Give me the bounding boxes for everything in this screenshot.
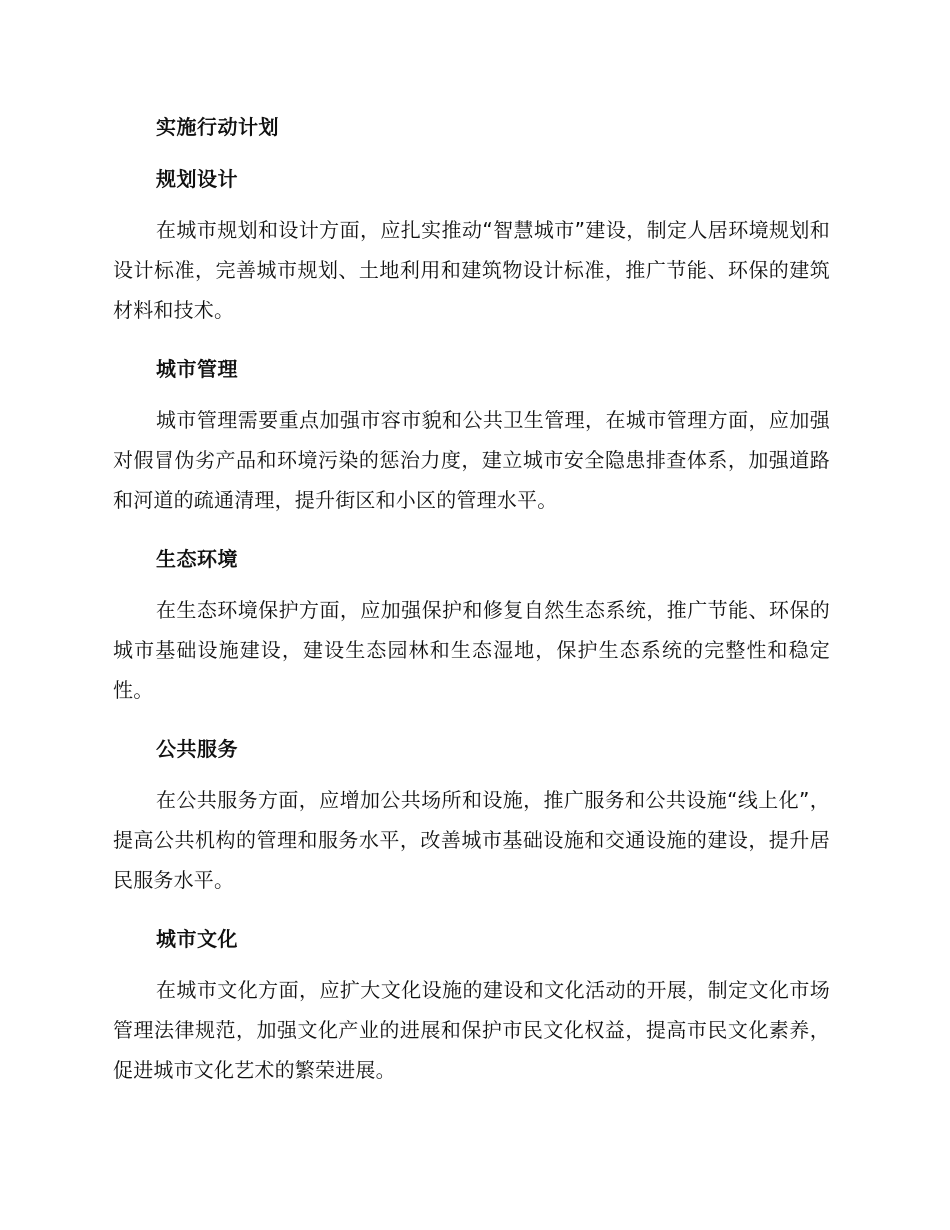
spacer xyxy=(113,528,830,538)
spacer xyxy=(113,390,830,400)
section-planning-design xyxy=(113,158,830,330)
document-content xyxy=(113,106,830,1098)
spacer xyxy=(113,908,830,918)
section-heading: 生态环境 xyxy=(156,547,238,571)
spacer xyxy=(113,718,830,728)
spacer xyxy=(113,770,830,780)
section-heading: 规划设计 xyxy=(156,167,238,191)
section-heading: 公共服务 xyxy=(156,737,238,761)
spacer xyxy=(113,960,830,970)
section-public-service xyxy=(113,728,830,900)
section-city-management xyxy=(113,348,830,520)
spacer xyxy=(113,200,830,210)
spacer xyxy=(113,148,830,158)
spacer xyxy=(113,580,830,590)
section-body: 在生态环境保护方面，应加强保护和修复自然生态系统，推广节能、环保的城市基础设施建设，建设生态园林和生态湿地，保护生态系统的完整性和稳定性。 xyxy=(113,598,830,702)
section-body: 城市管理需要重点加强市容市貌和公共卫生管理，在城市管理方面，应加强对假冒伪劣产品和环境污染的惩治力度，建立城市安全隐患排查体系，加强道路和河道的疏通清理，提升街区和小区的管理水平。 xyxy=(113,408,830,512)
document-title: 实施行动计划 xyxy=(156,115,279,139)
section-body: 在公共服务方面，应增加公共场所和设施，推广服务和公共设施“线上化”，提高公共机构的管理和服务水平，改善城市基础设施和交通设施的建设，提升居民服务水平。 xyxy=(113,788,830,892)
section-city-culture xyxy=(113,918,830,1090)
section-heading: 城市文化 xyxy=(156,927,238,951)
section-body: 在城市文化方面，应扩大文化设施的建设和文化活动的开展，制定文化市场管理法律规范，加强文化产业的进展和保护市民文化权益，提高市民文化素养，促进城市文化艺术的繁荣进展。 xyxy=(113,978,830,1082)
section-heading: 城市管理 xyxy=(156,357,238,381)
section-body: 在城市规划和设计方面，应扎实推动“智慧城市”建设，制定人居环境规划和设计标准，完善城市规划、土地利用和建筑物设计标准，推广节能、环保的建筑材料和技术。 xyxy=(113,218,830,322)
spacer xyxy=(113,338,830,348)
section-ecological-environment xyxy=(113,538,830,710)
